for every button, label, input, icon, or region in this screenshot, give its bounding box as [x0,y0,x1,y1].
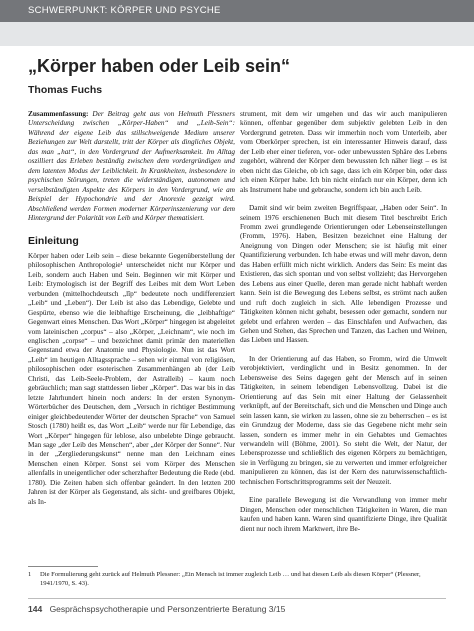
footnote [28,571,446,588]
section-bar [0,0,474,22]
section-heading-einleitung: Einleitung [28,235,79,248]
section-tag: SCHWERPUNKT: KÖRPER UND PSYCHE [28,5,221,16]
left-column [28,110,235,507]
right-column [240,110,447,534]
footer-divider [28,598,446,599]
footnote-text: Die Formulierung geht zurück auf Helmuth Plessner: „Ein Mensch ist immer zugleich Leib … und hat diesen Leib als diesen Körper“ (Plessner, 1941/1970, S. 43). [40,571,421,587]
abstract-text: Der Beitrag geht aus von Helmuth Plessners Unterscheidung zwischen „Körper-Haben“ und „Leib-Sein“: Während der eigene Leib das stillschweigende Medium unserer Beziehungen zur Welt darstellt, tritt der Körper als dingliches Objekt, das man „hat“, in den Vordergrund der Aufmerksamkeit. Im Alltag oszilliert das Erleben beständig zwischen dem vordergründigen und dem latenten Modus der Leiblichkeit. In Krankheiten, insbesondere in psychischen Störungen, treten die widerständigen, autonomen und verselbständigten Aspekte des Körpers in den Vordergrund, wie am Beispiel der Hypochondrie und der Anorexie gezeigt wird. Abschließend werden Formen moderner Körperinszenierung vor dem Hintergrund der Polarität von Leib und Körper thematisiert. [28,110,235,222]
article-title: „Körper haben oder Leib sein“ [28,56,291,76]
body-paragraph: In der Orientierung auf das Haben, so Fromm, wird die Umwelt verobjektiviert, verdinglicht und in Besitz genommen. In der Lebensweise des Seins dagegen geht der Mensch auf in seinen Tätigkeiten, in seinem lebendigen Lebensvollzug. Dabei ist die Orientierung auf das Sein mit einer Haltung der Gelassenheit verknüpft, auf der Bereitschaft, sich und die Menschen und Dinge auch sein lassen kann, sie wirken zu lassen, ohne sie zu beherrschen – es ist ein Grundzug der Moderne, dass sie das Gegebene nicht mehr sein lassen, sondern es immer mehr in ein Gehabtes und Gemachtes verwandeln will (Böhme, 2001). So steht die Welt, der Natur, der Lebensprozesse und schließlich des eigenen Körpers zu bemächtigen, sie in Verfügung zu bringen, sie zu verwerten und immer erfolgreicher manipulieren zu können, das ist der Kern des naturwissenschaftlich-technischen Fortschrittsprogramms seit der Neuzeit. [240,354,447,486]
page-number: 144 [28,604,43,614]
page-footer [28,604,285,614]
abstract [28,110,235,223]
paragraph-gap [240,195,447,204]
body-paragraph: Eine parallele Bewegung ist die Verwandlung von immer mehr Dingen, Menschen oder menschlichen Tätigkeiten in Waren, die man kaufen und haben kann. Waren sind quantifizierte Dinge, ihre Qualität dient nur noch ihrem Marktwert, ihre Be- [240,496,447,533]
body-paragraph: strument, mit dem wir umgehen und das wir auch manipulieren können, offenbar gegenüber dem subjektiv gelebten Leib in den Vordergrund getreten. Dass wir immerhin noch vom Unterleib, aber vom Oberkörper sprechen, ist ein interessanter Hinweis darauf, dass der Leib eher einer tieferen, vor- oder unbewussten Sphäre des Lebens zugehört, während der Körper dem bewussten Ich näher liegt – es ist eben nicht das Gleiche, ob ich sage, dass ich ein Körper bin, oder dass ich einen Körper habe. Ich bin nicht einfach nur ein Körper, denn ich als Instrument habe und gebrauche, sondern ich bin auch Leib. [240,110,447,194]
abstract-label: Zusammenfassung: [28,110,89,118]
footnote-number: 1 [28,571,32,578]
paragraph-gap [240,346,447,355]
article-author: Thomas Fuchs [28,84,103,96]
body-paragraph: Damit sind wir beim zweiten Begriffspaar, „Haben oder Sein“. In seinem 1976 erschienenen Buch mit diesem Titel beschreibt Erich Fromm zwei grundlegende Orientierungen oder Lebenseinstellungen (Fromm, 1976). Haben, Besitzen bezeichnet eine Haltung der Aneignung von Dingen oder Menschen; sie ist häufig mit einer Quantifizierung verbunden. Ich habe etwas und will mehr davon, denn das Haben erfüllt mich nicht wirklich. Anders das Sein: Es meint das Existieren, das sich spontan und von selbst vollzieht; das Hervorgehen des Lebens aus einer Quelle, deren man gerade nicht habhaft werden kann. Sein ist die Bewegung des Lebens selbst, es strömt nach außen und ruft doch zugleich in sich. Alle lebendigen Prozesse und Tätigkeiten können nicht gehabt, besessen oder gemacht, sondern nur gelebt und erfahren werden – das Einschlafen und Aufwachen, das Gehen und Stehen, das Sprechen und Tanzen, das Lachen und Weinen, das Lieben und Hassen. [240,204,447,345]
body-paragraph: Körper haben oder Leib sein – diese bekannte Gegenüberstellung der philosophischen Anthropologie¹ unterscheidet nicht nur Körper und Leib, sondern auch Haben und Sein. Beginnen wir mit Körper und Leib: Etymologisch ist der Begriff des Leibes mit dem Wort Leben verbunden (mittelhochdeutsch „lîp“ bedeutete noch undifferenziert „Leib“ und „Leben“). Der Leib ist also das Lebendige, Gelebte und Gespürte, ebenso wie die leibhaftige Erscheinung, die „leibhaftige“ Gegenwart eines Menschen. Das Wort „Körper“ hingegen ist abgeleitet vom lateinischen „corpus“ – also „Körper, „Leichnam“, wie noch im englischen „corpse“ – und bezeichnet damit primär den materiellen Gegenstand etwa der Anatomie und Physiologie. Nun ist das Wort „Leib“ im heutigen Alltagssprache – sehen wir einmal von religiösen, philosophischen oder esoterischen Zusammenhängen ab (der Leib Christi, das Leib-Seele-Problem, der Astralleib) – kaum noch gebräuchlich; man sagt stattdessen lieber „Körper“. Das war bis in das letzte Jahrhundert hinein noch anders: In der ersten Synonym-Wörterbücher des Deutschen, dem „Versuch in richtiger Bestimmung einiger gleichbedeutender Wörter der deutschen Sprache“ von Samuel Stosch (1780) heißt es, das Wort „Leib“ werde nur für Lebendige, das Wort „Körper“ hingegen für leblose, also unbelebte Dinge gebraucht. Man sage „der Leib des Menschen“, aber „der Körper der Sonne“. Nur in der „Zergliederungskunst“ nenne man den Leichnam eines Menschen einen Körper. Sonst sei vom Körper des Menschen allenfalls in uneigentlicher oder scherzhafter Bedeutung die Rede (ebd. 1780). Die Zeiten haben sich offenbar geändert. In den letzten 200 Jahren ist der Körper als Gegenstand, als sicht- und greifbares Objekt, als In- [28,251,235,506]
paragraph-gap [240,487,447,496]
footnote-divider [28,566,98,567]
journal-name: Gesprächspsychotherapie und Personzentrierte Beratung 3/15 [49,604,286,614]
